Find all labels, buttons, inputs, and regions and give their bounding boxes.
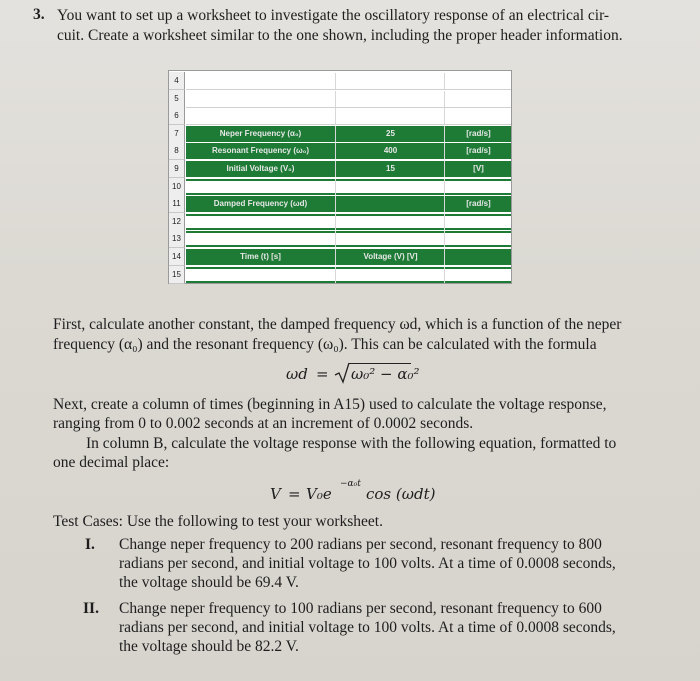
cell-B7: 25 xyxy=(337,126,445,142)
row-number: 15 xyxy=(169,266,185,284)
cell-B14: Voltage (V) [V] xyxy=(337,249,445,265)
cell-B11 xyxy=(337,196,445,212)
cell-B13 xyxy=(337,231,445,247)
cell-A4 xyxy=(186,73,336,89)
test-case-1-line1: Change neper frequency to 200 radians per second, resonant frequency to 800 xyxy=(119,536,602,553)
formula1-equals: = xyxy=(316,365,329,383)
row-number: 13 xyxy=(169,230,185,248)
paragraph1-line2: frequency (α₀) and the resonant frequency (ω₀). This can be calculated with the formula xyxy=(53,336,597,353)
cell-A15 xyxy=(186,267,336,283)
cell-A8: Resonant Frequency (ω₀) xyxy=(186,143,336,159)
row-number: 7 xyxy=(169,125,185,143)
sheet-row-13 xyxy=(169,230,511,244)
cell-C12 xyxy=(446,214,511,230)
sheet-row-5 xyxy=(169,90,511,104)
test-case-2-line3: the voltage should be 82.2 V. xyxy=(119,638,299,655)
cell-B4 xyxy=(337,73,445,89)
cell-C14 xyxy=(446,249,511,265)
cell-A13 xyxy=(186,231,336,247)
row-number: 4 xyxy=(169,72,185,90)
cell-C13 xyxy=(446,231,511,247)
cell-A10 xyxy=(186,179,336,195)
sheet-row-7 xyxy=(169,125,511,139)
radical-sign-icon xyxy=(334,362,350,384)
intro-line-1: You want to set up a worksheet to investigate the oscillatory response of an electrical cir- xyxy=(57,7,610,24)
cell-A11: Damped Frequency (ωd) xyxy=(186,196,336,212)
sheet-row-15 xyxy=(169,266,511,280)
cell-B6 xyxy=(337,108,445,124)
cell-C10 xyxy=(446,179,511,195)
cell-C15 xyxy=(446,267,511,283)
cell-C4 xyxy=(446,73,511,89)
sheet-row-12 xyxy=(169,213,511,227)
cell-B9: 15 xyxy=(337,161,445,177)
cell-A12 xyxy=(186,214,336,230)
test-case-2-label: II. xyxy=(83,600,99,617)
radical-bar xyxy=(349,363,411,364)
test-case-2-line1: Change neper frequency to 100 radians per second, resonant frequency to 600 xyxy=(119,600,602,617)
row-number: 10 xyxy=(169,178,185,196)
cell-C6 xyxy=(446,108,511,124)
sheet-row-4 xyxy=(169,72,511,86)
row-number: 14 xyxy=(169,248,185,266)
cell-C11: [rad/s] xyxy=(466,199,491,208)
cell-B12 xyxy=(337,214,445,230)
cell-A6 xyxy=(186,108,336,124)
intro-line-2: cuit. Create a worksheet similar to the one shown, including the proper header information. xyxy=(57,27,623,44)
cell-A14: Time (t) [s] xyxy=(186,249,336,265)
row-number: 5 xyxy=(169,90,185,108)
formula2-lhs: V xyxy=(270,485,281,503)
cell-B15 xyxy=(337,267,445,283)
sheet-row-10 xyxy=(169,178,511,192)
problem-number: 3. xyxy=(33,6,45,23)
formula1-radicand: ω₀² − α₀² xyxy=(351,365,420,383)
voltage-formula xyxy=(270,480,440,506)
worksheet-image xyxy=(168,70,512,284)
paragraph2-line4: one decimal place: xyxy=(53,454,170,471)
row-number: 8 xyxy=(169,142,185,160)
sheet-row-9 xyxy=(169,160,511,174)
cell-A9: Initial Voltage (V₀) xyxy=(186,161,336,177)
row-number: 9 xyxy=(169,160,185,178)
formula1-lhs: ωd xyxy=(286,365,308,383)
formula2-base: V₀e xyxy=(306,485,332,503)
paragraph2-line3: In column B, calculate the voltage response with the following equation, formatted to xyxy=(86,435,617,452)
cell-B8: 400 xyxy=(337,143,445,159)
sheet-row-11 xyxy=(169,195,511,209)
cell-C5 xyxy=(446,91,511,107)
cell-C7: [rad/s] xyxy=(466,129,491,138)
test-case-1-line3: the voltage should be 69.4 V. xyxy=(119,574,299,591)
test-case-1-line2: radians per second, and initial voltage to 100 volts. At a time of 0.0008 seconds, xyxy=(119,555,616,572)
test-cases-heading: Test Cases: Use the following to test your worksheet. xyxy=(53,513,383,530)
cell-C8: [rad/s] xyxy=(466,146,491,155)
paragraph2-line1: Next, create a column of times (beginning in A15) used to calculate the voltage response, xyxy=(53,396,607,413)
cell-A5 xyxy=(186,91,336,107)
formula2-tail: cos (ωdt) xyxy=(366,485,436,503)
row-number: 11 xyxy=(169,195,185,213)
test-case-2-line2: radians per second, and initial voltage to 100 volts. At a time of 0.0008 seconds, xyxy=(119,619,616,636)
paragraph1-line1: First, calculate another constant, the damped frequency ωd, which is a function of the neper xyxy=(53,316,622,333)
sheet-row-8 xyxy=(169,142,511,156)
formula2-equals: = xyxy=(288,485,301,503)
test-case-1-label: I. xyxy=(85,536,95,553)
cell-A7: Neper Frequency (α₀) xyxy=(186,126,336,142)
row-number: 12 xyxy=(169,213,185,231)
sheet-row-6 xyxy=(169,107,511,121)
damped-frequency-formula xyxy=(286,362,436,386)
formula2-exponent: −α₀t xyxy=(340,479,361,489)
sheet-row-14 xyxy=(169,248,511,262)
row-number: 6 xyxy=(169,107,185,125)
cell-C9: [V] xyxy=(473,164,484,173)
cell-B5 xyxy=(337,91,445,107)
cell-B10 xyxy=(337,179,445,195)
paragraph2-line2: ranging from 0 to 0.002 seconds at an increment of 0.0002 seconds. xyxy=(53,415,474,432)
